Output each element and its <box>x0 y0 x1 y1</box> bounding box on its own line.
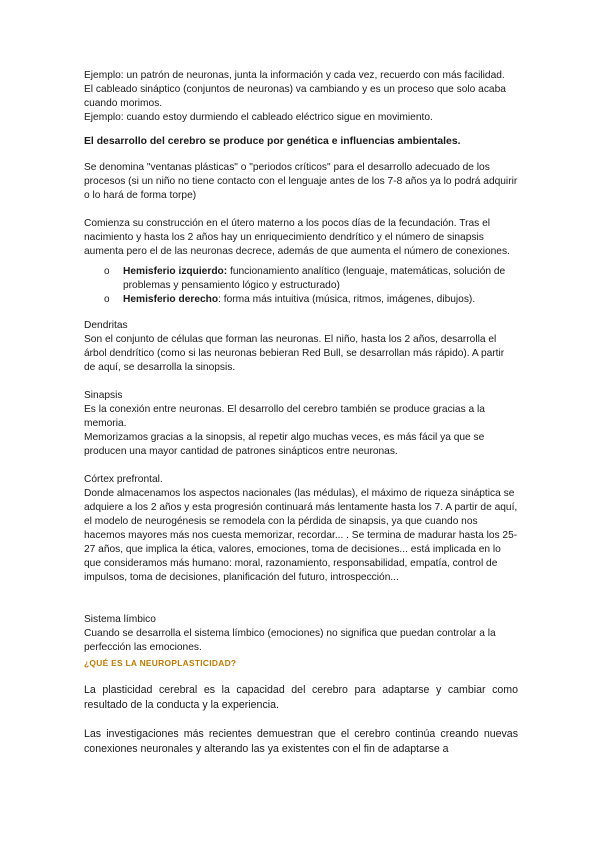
neuroplasticidad-heading: ¿QUÉ ES LA NEUROPLASTICIDAD? <box>84 658 237 668</box>
list-item <box>104 293 518 307</box>
sinapsis-text: Es la conexión entre neuronas. El desarrollo del cerebro también se produce gracias a la memoria. <box>84 404 485 429</box>
limbico-text: Cuando se desarrolla el sistema límbico (emociones) no significa que puedan controlar a la perfección las emociones. <box>84 628 496 653</box>
bullet-term: Hemisferio izquierdo: <box>123 266 228 277</box>
dendritas-text: Son el conjunto de células que forman las neuronas. El niño, hasta los 2 años, desarrolla el árbol dendrítico (como si las neuronas bebieran Red Bull, se desarrollan más rápido). A partir de aquí, se desarrolla la sinopsis. <box>84 334 505 373</box>
text-line: El cableado sináptico (conjuntos de neuronas) va cambiando y es un proceso que solo acaba cuando morimos. <box>84 84 506 109</box>
bullet-text: funcionamiento analítico (lenguaje, matemáticas, solución de problemas y pensamiento lógico y estructurado) <box>123 266 506 291</box>
bullet-marker: o <box>104 294 110 305</box>
bullet-text: : forma más intuitiva (música, ritmos, imágenes, dibujos). <box>218 294 476 305</box>
plasticidad-paragraph: La plasticidad cerebral es la capacidad del cerebro para adaptarse y cambiar como resultado de la conducta y la experiencia. <box>84 684 518 711</box>
text-line: Ejemplo: cuando estoy durmiendo el cableado eléctrico sigue en movimiento. <box>84 112 433 123</box>
spacer <box>84 595 518 613</box>
section-heading: El desarrollo del cerebro se produce por genética e influencias ambientales. <box>84 136 461 147</box>
text-line: Ejemplo: un patrón de neuronas, junta la información y cada vez, recuerdo con más facilidad. <box>84 70 505 81</box>
paragraph-construccion: Comienza su construcción en el útero materno a los pocos días de la fecundación. Tras el nacimiento y hasta los 2 años hay un enriquecimiento dendrítico y el número de sinapsis aumenta pero el de las neuronas decrece, además de que aumenta el número de conexiones. <box>84 218 510 257</box>
sinapsis-text-2: Memorizamos gracias a la sinopsis, al repetir algo muchas veces, es más fácil ya que se producen una mayor cantidad de patrones sinápticos entre neuronas. <box>84 432 485 457</box>
dendritas-heading: Dendritas <box>84 320 128 331</box>
bullet-term: Hemisferio derecho <box>123 294 219 305</box>
list-item <box>104 265 518 293</box>
limbico-heading: Sistema límbico <box>84 614 156 625</box>
hemispheres-list <box>84 265 518 307</box>
sinapsis-heading: Sinapsis <box>84 390 123 401</box>
investigaciones-paragraph: Las investigaciones más recientes demuestran que el cerebro continúa creando nuevas conexiones neuronales y alterando las ya existentes con el fin de adaptarse a <box>84 728 518 755</box>
cortex-heading: Córtex prefrontal. <box>84 474 163 485</box>
cortex-text: Donde almacenamos los aspectos nacionales (las médulas), el máximo de riqueza sináptica se adquiere a los 2 años y esta progresión continuará más lentamente hasta los 7. A partir de aquí, el modelo de neurogénesis se remodela con la pérdida de sinapsis, ya que cuando nos hacemos mayores más nos cuesta memorizar, recordar... . Se termina de madurar hasta los 25-27 años, que implica la ética, valores, emociones, toma de decisiones... está implicada en lo que consideramos más humano: moral, razonamiento, responsabilidad, empatía, control de impulsos, toma de decisiones, planificación del futuro, introspección... <box>84 488 518 583</box>
bullet-marker: o <box>104 266 110 277</box>
paragraph-ventanas: Se denomina "ventanas plásticas" o "periodos críticos" para el desarrollo adecuado de los procesos (si un niño no tiene contacto con el lenguaje antes de los 7-8 años ya lo podrá adquirir o lo hará de forma torpe) <box>84 162 518 201</box>
